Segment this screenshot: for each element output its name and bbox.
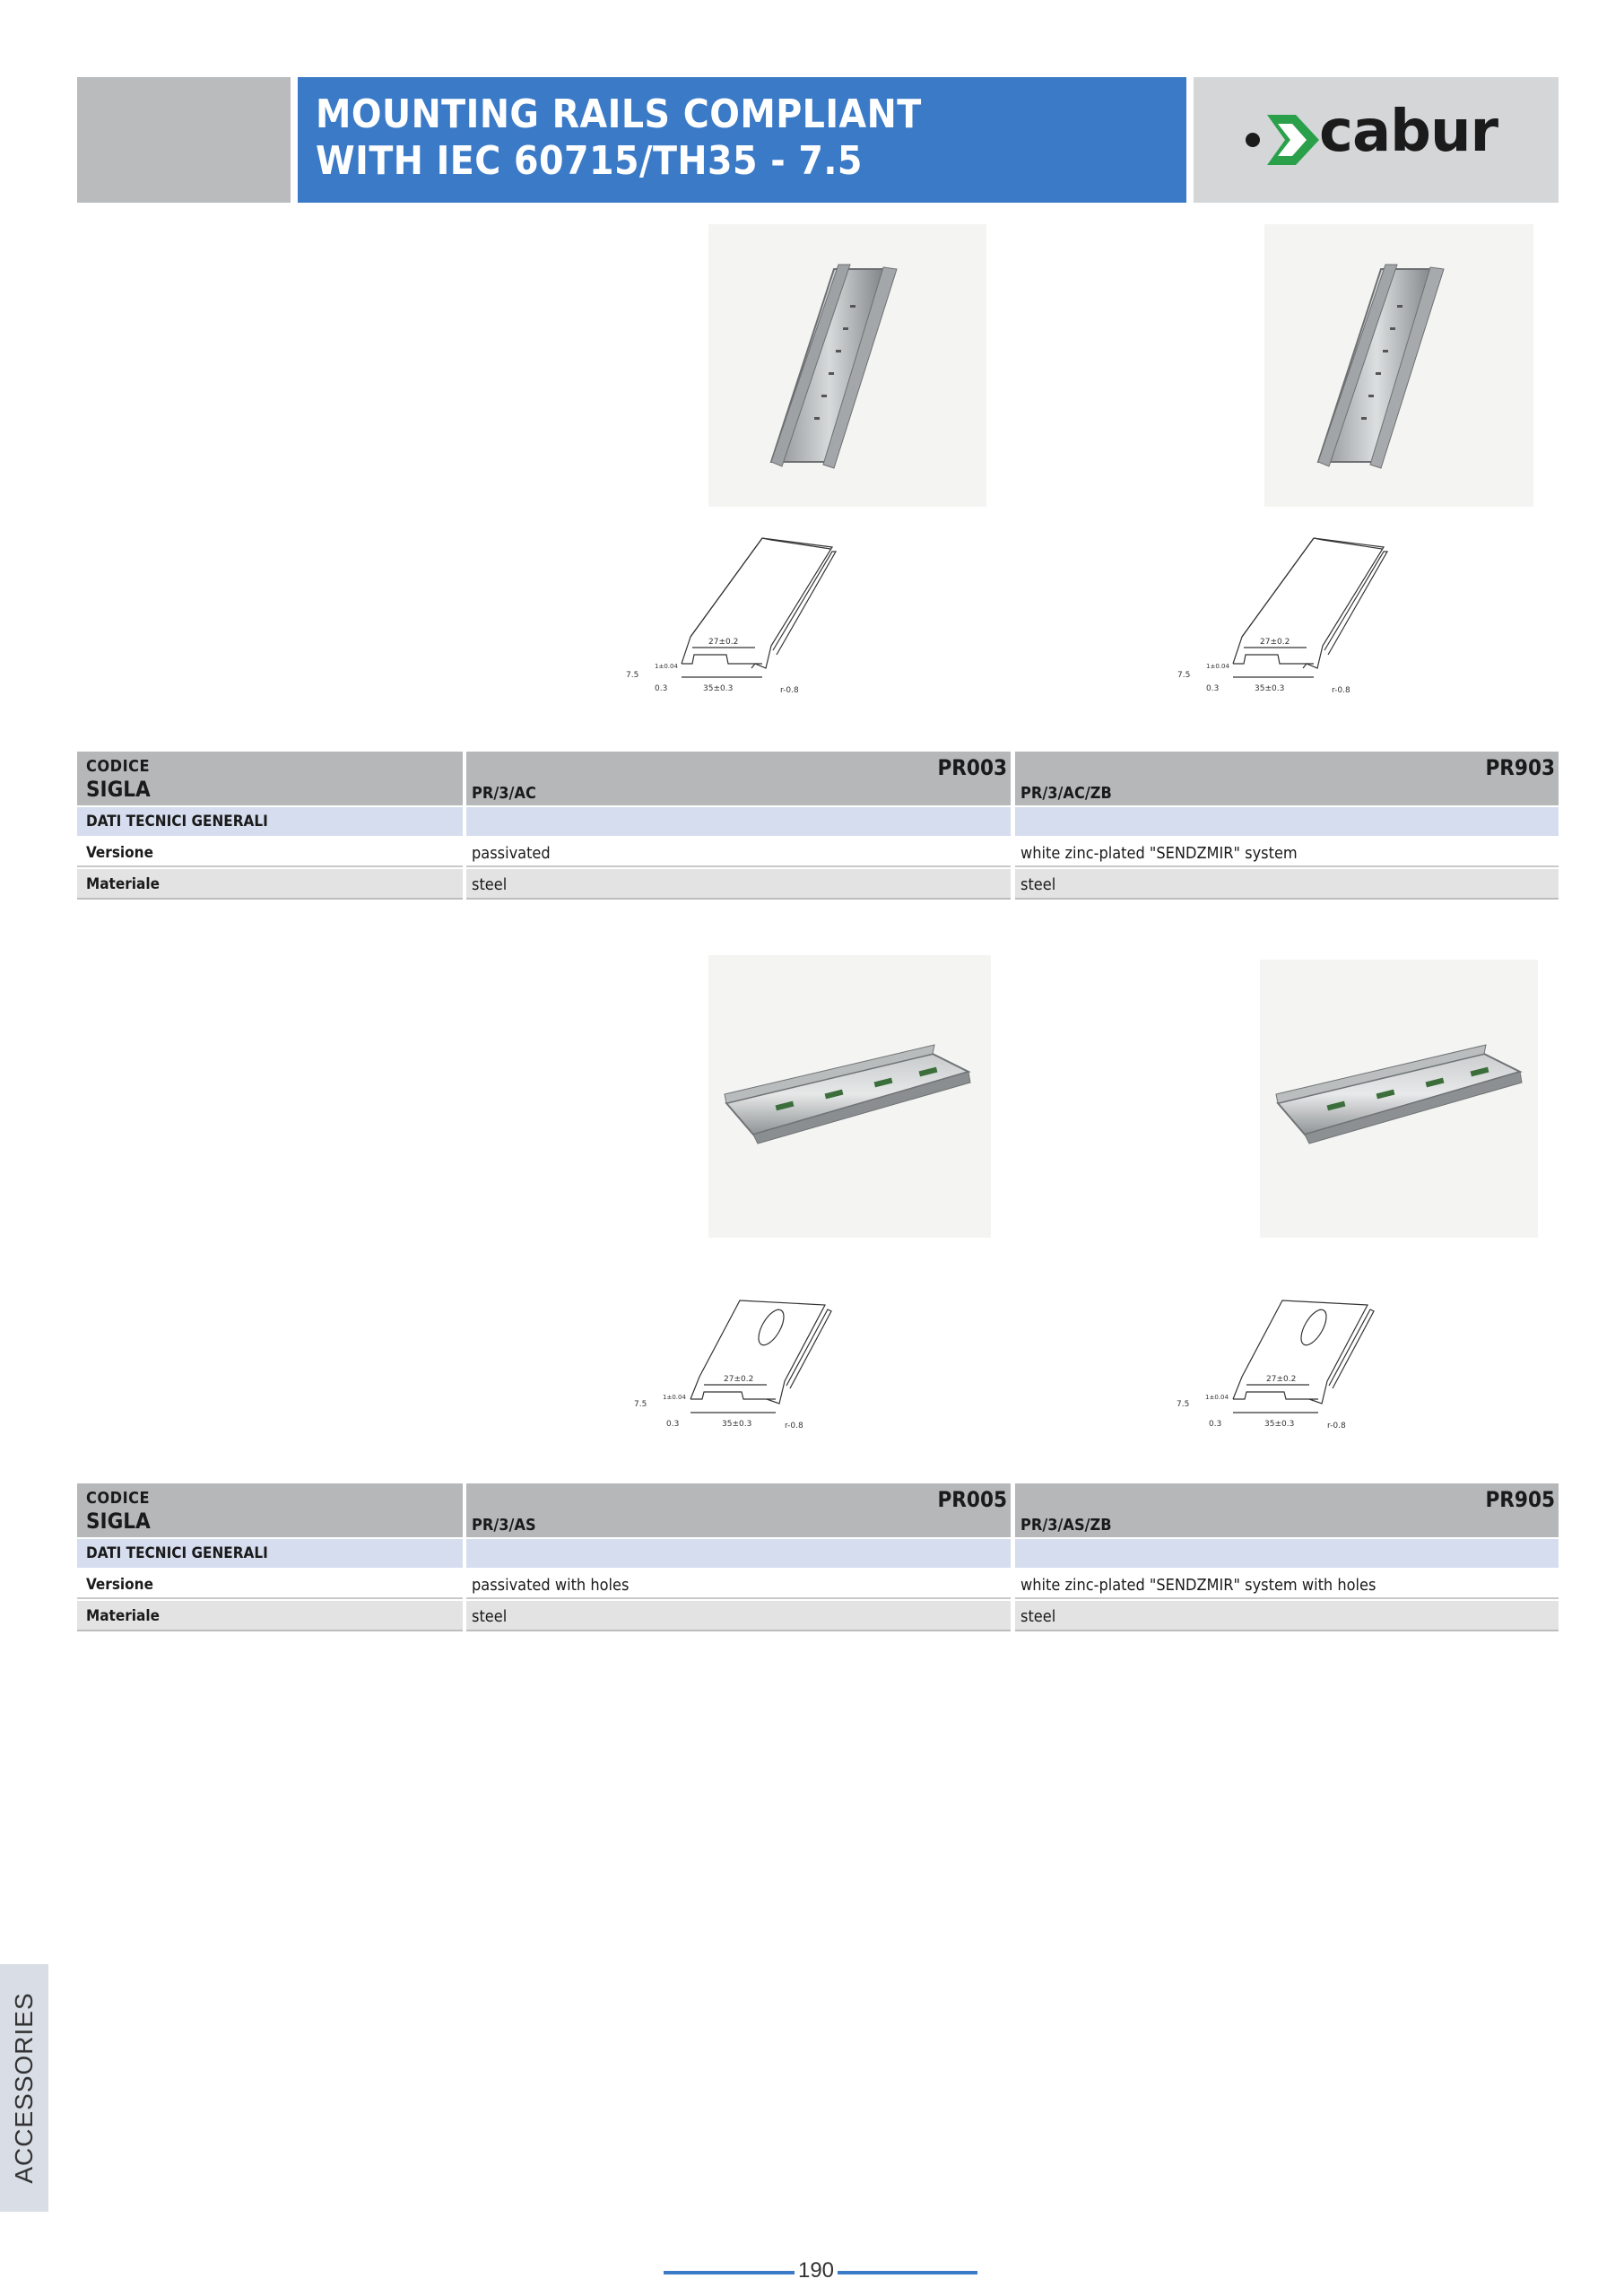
- footer-line-right: [838, 2271, 977, 2274]
- brand-logo-block: [1194, 77, 1559, 203]
- product-code: PR005: [937, 1487, 1007, 1512]
- materiale-value: steel: [472, 1607, 508, 1626]
- versione-value: white zinc-plated "SENDZMIR" system with holes: [1020, 1576, 1376, 1595]
- materiale-label: Materiale: [86, 1607, 160, 1625]
- svg-text:1±0.04: 1±0.04: [663, 1394, 686, 1401]
- svg-text:0.3: 0.3: [1209, 1420, 1222, 1429]
- dim-thickness: 1±0.04: [655, 663, 678, 670]
- svg-text:0.3: 0.3: [1206, 684, 1220, 693]
- svg-text:7.5: 7.5: [1177, 1400, 1190, 1409]
- technical-drawing-pr903: [1170, 529, 1394, 709]
- codice-label: CODICE: [86, 1489, 151, 1508]
- product-photo-pr903: [1264, 224, 1533, 507]
- svg-text:0.3: 0.3: [666, 1420, 680, 1429]
- svg-text:35±0.3: 35±0.3: [1264, 1420, 1295, 1429]
- product-code: PR003: [937, 755, 1007, 780]
- dim-radius: r-0.8: [780, 686, 799, 695]
- spec-table-2: [77, 1483, 1559, 1634]
- table-row-versione: [77, 1570, 1559, 1599]
- technical-drawing-pr905: [1166, 1292, 1381, 1435]
- versione-value: passivated with holes: [472, 1576, 630, 1595]
- table-row-versione: [77, 838, 1559, 867]
- svg-text:1±0.04: 1±0.04: [1205, 1394, 1229, 1401]
- footer-line-left: [664, 2271, 795, 2274]
- product-photo-pr003: [708, 224, 986, 507]
- codice-label: CODICE: [86, 757, 151, 776]
- technical-drawing-pr005: [623, 1292, 838, 1435]
- svg-text:r-0.8: r-0.8: [1327, 1422, 1346, 1431]
- product-photo-pr005: [708, 955, 991, 1238]
- section-side-tab-label: ACCESSORIES: [10, 1992, 38, 2184]
- dim-offset: 0.3: [655, 684, 668, 693]
- technical-drawing-pr003: [619, 529, 843, 709]
- svg-text:35±0.3: 35±0.3: [722, 1420, 752, 1429]
- page-title-banner: [298, 77, 1186, 203]
- dati-label: DATI TECNICI GENERALI: [86, 1544, 268, 1562]
- table-row-codice: [77, 752, 1559, 805]
- table-row-codice: [77, 1483, 1559, 1537]
- product-sigla: PR/3/AC/ZB: [1020, 784, 1112, 803]
- versione-label: Versione: [86, 844, 153, 862]
- dim-outer-width: 35±0.3: [703, 684, 734, 693]
- table-row-dati: [77, 1539, 1559, 1568]
- svg-text:1±0.04: 1±0.04: [1206, 663, 1229, 670]
- svg-text:27±0.2: 27±0.2: [724, 1375, 754, 1384]
- materiale-value: steel: [472, 875, 508, 894]
- sigla-label: SIGLA: [86, 777, 151, 802]
- svg-text:27±0.2: 27±0.2: [1260, 638, 1290, 647]
- svg-text:35±0.3: 35±0.3: [1255, 684, 1285, 693]
- page-number: 190: [797, 2258, 835, 2283]
- versione-value: white zinc-plated "SENDZMIR" system: [1020, 844, 1298, 863]
- spec-table-1: [77, 752, 1559, 902]
- materiale-value: steel: [1020, 1607, 1056, 1626]
- versione-value: passivated: [472, 844, 551, 863]
- svg-text:r-0.8: r-0.8: [1332, 686, 1350, 695]
- svg-text:r-0.8: r-0.8: [785, 1422, 803, 1431]
- product-code: PR903: [1485, 755, 1555, 780]
- sigla-label: SIGLA: [86, 1509, 151, 1534]
- product-sigla: PR/3/AC: [472, 784, 536, 803]
- page-title-line2: WITH IEC 60715/TH35 - 7.5: [316, 138, 863, 184]
- dati-label: DATI TECNICI GENERALI: [86, 813, 268, 831]
- materiale-label: Materiale: [86, 875, 160, 893]
- materiale-value: steel: [1020, 875, 1056, 894]
- svg-text:7.5: 7.5: [634, 1400, 647, 1409]
- versione-label: Versione: [86, 1576, 153, 1594]
- dim-inner-width: 27±0.2: [708, 638, 739, 647]
- table-row-dati: [77, 807, 1559, 836]
- table-row-materiale: [77, 1601, 1559, 1631]
- cabur-logo-icon: [1242, 111, 1323, 169]
- brand-name: cabur: [1319, 99, 1498, 165]
- table-row-materiale: [77, 869, 1559, 900]
- product-code: PR905: [1485, 1487, 1555, 1512]
- header-grey-block: [77, 77, 291, 203]
- svg-text:7.5: 7.5: [1177, 671, 1191, 680]
- dim-height: 7.5: [626, 671, 639, 680]
- product-sigla: PR/3/AS/ZB: [1020, 1516, 1112, 1535]
- product-photo-pr905: [1260, 960, 1538, 1238]
- page-title-line1: MOUNTING RAILS COMPLIANT: [316, 91, 922, 137]
- svg-text:27±0.2: 27±0.2: [1266, 1375, 1297, 1384]
- product-sigla: PR/3/AS: [472, 1516, 536, 1535]
- section-side-tab: [0, 1964, 48, 2212]
